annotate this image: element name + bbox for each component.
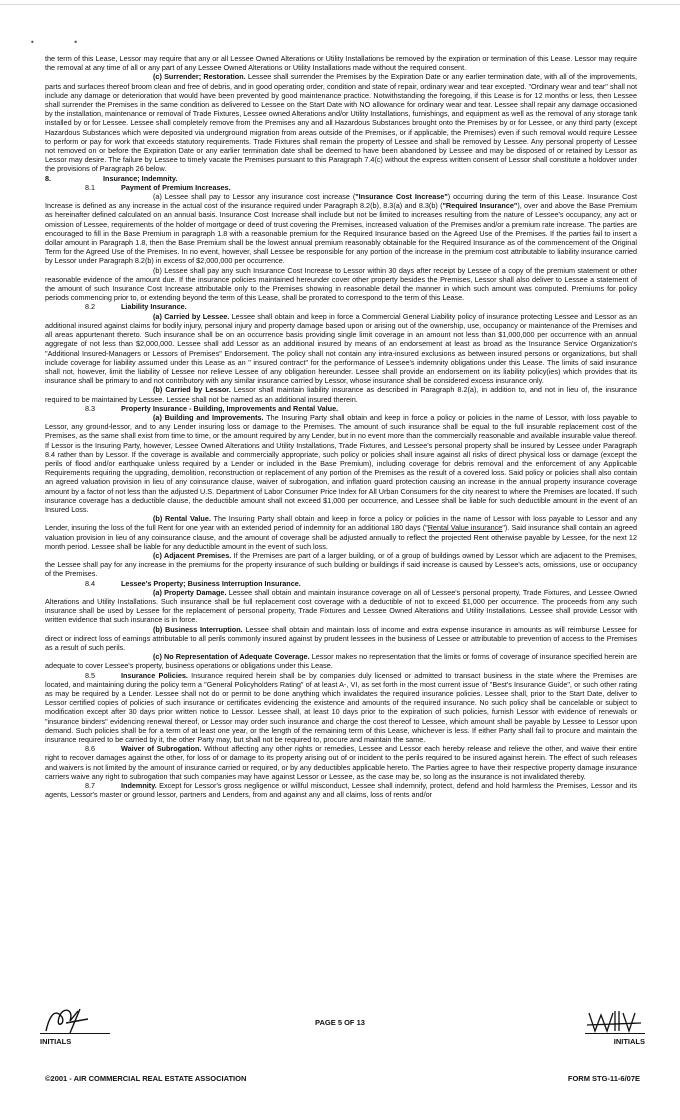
paragraph-8-4-a: (a) Property Damage. Lessee shall obtain and maintain insurance coverage on all of Lessee's personal property, Trade Fixtures, and Lessee Owned Alterations and Utility Installations. Such insurance shall be full replacement cost coverage with a deductible of not to exceed $1,000 per occurrence. The proceeds from any such insurance shall be used by Lessee for the replacement of personal property, Trade Fixtures and Lessee Owned Alterations and Utility Installations. Lessee shall provide Lessor with written evidence that such insurance is in force.: [45, 587, 637, 625]
scan-marks: • •: [30, 38, 96, 47]
initials-line-right: [585, 1033, 645, 1034]
copyright-notice: ©2001 - AIR COMMERCIAL REAL ESTATE ASSOCIATION: [45, 1074, 247, 1083]
initials-label-left: INITIALS: [40, 1037, 72, 1046]
lease-body: [45, 54, 637, 1054]
section-8-4-heading: 8.4 Lessee's Property; Business Interruption Insurance.: [85, 578, 301, 588]
paragraph-8-3-c: (c) Adjacent Premises. If the Premises are part of a larger building, or of a group of buildings owned by Lessor which are adjacent to the Premises, the Lessee shall pay for any increase in the premiums for the property insurance of such building or buildings if said increase is caused by Lessee's acts, omissions, use or occupancy of the Premises.: [45, 550, 637, 579]
initials-label-right: INITIALS: [613, 1037, 645, 1046]
paragraph-8-3-a: (a) Building and Improvements. The Insuring Party shall obtain and keep in force a policy or policies in the name of Lessor, with loss payable to Lessor, any ground-lessor, and to any Lender insuring loss or damage to the Premises. The amount of such insurance shall be equal to the full insurable replacement cost of the Premises, as the same shall exist from time to time, or the amount required by any Lender, but in no event more than the commercially reasonable and available insurable value thereof. If Lessor is the Insuring Party, however, Lessee Owned Alterations and Utility Installations, Trade Fixtures, and Lessee's personal property shall be insured by Lessee under Paragraph 8.4 rather than by Lessor. If the coverage is available and commercially appropriate, such policy or policies shall insure against all risks of direct physical loss or damage (except the perils of flood and/or earthquake unless required by a Lender or included in the Base Premium), including coverage for debris removal and the enforcement of any Applicable Requirements requiring the upgrading, demolition, reconstruction or replacement of any portion of the Premises as the result of a covered loss. Said policy or policies shall also contain an agreed valuation provision in lieu of any coinsurance clause, waiver of subrogation, and inflation guard protection causing an increase in the annual property insurance coverage amount by a factor of not less than the adjusted U.S. Department of Labor Consumer Price Index for All Urban Consumers for the city nearest to where the Premises are located. If such insurance coverage has a deductible clause, the deductible amount shall not exceed $1,000 per occurrence, and Lessee shall be liable for such deductible amount in the event of an Insured Loss.: [45, 412, 637, 514]
paragraph-8-3-b: (b) Rental Value. The Insuring Party shall obtain and keep in force a policy or policies in the name of Lessor with loss payable to Lessor and any Lender, insuring the loss of the full Rent for one year with an extended period of indemnity for an additional 180 days ("Rental Value insurance"). Said insurance shall contain an agreed valuation provision in lieu of any coinsurance clause, and the amount of coverage shall be adjusted annually to reflect the projected Rent otherwise payable by Lessee, for the next 12 month period. Lessee shall be liable for any deductible amount in the event of such loss.: [45, 514, 637, 551]
page-number: PAGE 5 OF 13: [315, 1018, 365, 1027]
section-8-3-heading: 8.3 Property Insurance - Building, Improvements and Rental Value.: [85, 403, 339, 413]
section-8-1-heading: 8.1 Payment of Premium Increases.: [85, 182, 231, 192]
paragraph-8-7: 8.7 Indemnity. Except for Lessor's gross negligence or willful misconduct, Lessee shall indemnify, protect, defend and hold harmless the Premises, Lessor and its agents, Lessor's master or ground lessor, partners and Lenders, from and against any and all claims, loss of rents and/or: [45, 781, 637, 800]
initials-line-left: [40, 1033, 110, 1034]
paragraph-8-2-a: (a) Carried by Lessee. Lessee shall obtain and keep in force a Commercial General Liability policy of insurance protecting Lessee and Lessor as an additional insured against claims for bodily injury, personal injury and property damage based upon or arising out of the ownership, use, occupancy or maintenance of the Premises and all areas appurtenant thereto. Such insurance shall be on an occurrence basis providing single limit coverage in an amount not less than $1,000,000 per occurrence with an annual aggregate of not less than $2,000,000. Lessee shall add Lessor as an additional insured by means of an endorsement at least as broad as the Insurance Service Organization's "Additional Insured-Managers or Lessors of Premises" Endorsement. The policy shall not contain any intra-insured exclusions as between insured persons or organizations, but shall include coverage for liability assumed under this Lease as an " insured contract" for the performance of Lessee's indemnity obligations under this Lease. The limits of said insurance shall not, however, limit the liability of Lessee nor relieve Lessee of any obligation hereunder. Lessee shall provide an endorsement on its liability policy(ies) which provides that its insurance shall be primary to and not contributory with any similar insurance carried by Lessor, whose insurance shall be considered excess insurance only.: [45, 311, 637, 386]
form-identifier: FORM STG-11-6/07E: [567, 1074, 640, 1083]
intro-paragraph: the term of this Lease, Lessor may require that any or all Lessee Owned Alterations or Utility Installations be removed by the expiration or termination of this Lease. Lessor may require the removal at any time of all or any part of any Lessee Owned Alterations or Utility Installations made without the required consent.: [45, 54, 637, 73]
paragraph-8-1-a: (a) Lessee shall pay to Lessor any insurance cost increase ("Insurance Cost Increase") occurring during the term of this Lease. Insurance Cost Increase is defined as any increase in the actual cost of the insurance required under Paragraph 8.2(b), 8.3(a) and 8.3(b) ("Required Insurance"), over and above the Base Premium as hereinafter defined calculated on an annual basis. Insurance Cost Increase shall include but not be limited to increases resulting from the nature of Lessee's occupancy, any act or omission of Lessee, requirements of the holder of mortgage or deed of trust covering the Premises, increased valuation of the Premises and/or a premium rate increase. The parties are encouraged to fill in the Base Premium in paragraph 1.8 with a reasonable premium for the Required Insurance based on the Agreed Use of the Premises. If the parties fail to insert a dollar amount in Paragraph 1.8, then the Base Premium shall be the lowest annual premium reasonably obtainable for the Required Insurance as of the commencement of the Original Term for the Agreed Use of the Premises. In no event, however, shall Lessee be responsible for any portion of the increase in the premium cost attributable to liability insurance carried by Lessor under Paragraph 8.2(b) in excess of $2,000,000 per occurrence.: [45, 192, 637, 266]
paragraph-8-1-b: (b) Lessee shall pay any such Insurance Cost Increase to Lessor within 30 days after receipt by Lessee of a copy of the premium statement or other reasonable evidence of the amount due. If the insurance policies maintained hereunder cover other property besides the Premises, Lessor shall also deliver to Lessee a statement of the amount of such Insurance Cost Increase attributable only to the Premises showing in reasonable detail the manner in which such amount was computed. Premiums for policy periods commencing prior to, or extending beyond the term of this Lease, shall be prorated to correspond to the term of this Lease.: [45, 265, 637, 303]
paragraph-8-6: 8.6 Waiver of Subrogation. Without affecting any other rights or remedies, Lessee and Lessor each hereby release and relieve the other, and waive their entire right to recover damages against the other, for loss of or damage to its property arising out of or incident to the perils required to be insured against herein. The effect of such releases and waivers is not limited by the amount of insurance carried or required, or by any deductibles applicable hereto. The Parties agree to have their respective property damage insurance carriers waive any right to subrogation that such companies may have against Lessor or Lessee, as the case may be, so long as the insurance is not invalidated thereby.: [45, 744, 637, 781]
paragraph-8-4-c: (c) No Representation of Adequate Coverage. Lessor makes no representation that the limits or forms of coverage of insurance specified herein are adequate to cover Lessee's property, business operations or obligations under this Lease.: [45, 652, 637, 671]
section-8-2-heading: 8.2 Liability Insurance.: [85, 302, 187, 312]
paragraph-8-4-b: (b) Business Interruption. Lessee shall obtain and maintain loss of income and extra expense insurance in amounts as will reimburse Lessee for direct or indirect loss of earnings attributable to all perils commonly insured against by prudent lessees in the business of Lessee or attributable to prevention of access to the Premises as a result of such perils.: [45, 624, 637, 652]
paragraph-8-5: 8.5 Insurance Policies. Insurance required herein shall be by companies duly licensed or admitted to transact business in the state where the Premises are located, and maintaining during the policy term a "General Policyholders Rating" of at least A-, VI, as set forth in the most current issue of "Best's Insurance Guide", or such other rating as may be required by a Lender. Lessee shall not do or permit to be done anything which invalidates the required insurance policies. Lessee shall, prior to the Start Date, deliver to Lessor certified copies of policies of such insurance or certificates evidencing the existence and amounts of the required insurance. No such policy shall be cancelable or subject to modification except after 30 days prior written notice to Lessor. Lessee shall, at least 10 days prior to the expiration of such policies, furnish Lessor with evidence of renewals or "insurance binders" evidencing renewal thereof, or Lessor may order such insurance and charge the cost thereof to Lessee, which amount shall be payable by Lessee to Lessor upon demand. Such policies shall be for a term of at least one year, or the length of the remaining term of this Lease, whichever is less. If either Party shall fail to procure and maintain the insurance required to be carried by it, the other Party may, but shall not be required to, procure and maintain the same.: [45, 670, 637, 745]
paragraph-7-4-c: (c) Surrender; Restoration. Lessee shall surrender the Premises by the Expiration Date or any earlier termination date, with all of the improvements, parts and surfaces thereof broom clean and free of debris, and in good operating order, condition and state of repair, ordinary wear and tear excepted. "Ordinary wear and tear" shall not include any damage or deterioration that would have been prevented by good maintenance practice. Notwithstanding the foregoing, if this Lease is for 12 months or less, then Lessee shall surrender the Premises in the same condition as delivered to Lessee on the Start Date with NO allowance for ordinary wear and tear. Lessee shall repair any damage occasioned by the installation, maintenance or removal of Trade Fixtures, Lessee owned Alterations and/or Utility Installations, furnishings, and equipment as well as the removal of any storage tank installed by or for Lessee. Lessee shall completely remove from the Premises any and all Hazardous Substances brought onto the Premises by or for Lessee, or any third party (except Hazardous Substances which were deposited via underground migration from areas outside of the Premises, or if applicable, the Premises) even if such removal would require Lessee to perform or pay for work that exceeds statutory requirements. Trade Fixtures shall remain the property of Lessee and shall be removed by Lessee. Any personal property of Lessee not removed on or before the Expiration Date or any earlier termination date shall be deemed to have been abandoned by Lessee and may be disposed of or retained by Lessor as Lessor may desire. The failure by Lessee to timely vacate the Premises pursuant to this Paragraph 7.4(c) without the express written consent of Lessor shall constitute a holdover under the provisions of Paragraph 26 below.: [45, 72, 637, 174]
paragraph-8-2-b: (b) Carried by Lessor. Lessor shall maintain liability insurance as described in Paragraph 8.2(a), in addition to, and not in lieu of, the insurance required to be maintained by Lessee. Lessee shall not be named as an additional insured therein.: [45, 385, 637, 404]
initials-block-left: [40, 1005, 110, 1050]
initials-block-right: [585, 1005, 645, 1050]
top-rule: [0, 4, 680, 5]
section-8-heading: 8. Insurance; Indemnity.: [45, 173, 178, 183]
handwritten-initials-right: [585, 1005, 645, 1035]
